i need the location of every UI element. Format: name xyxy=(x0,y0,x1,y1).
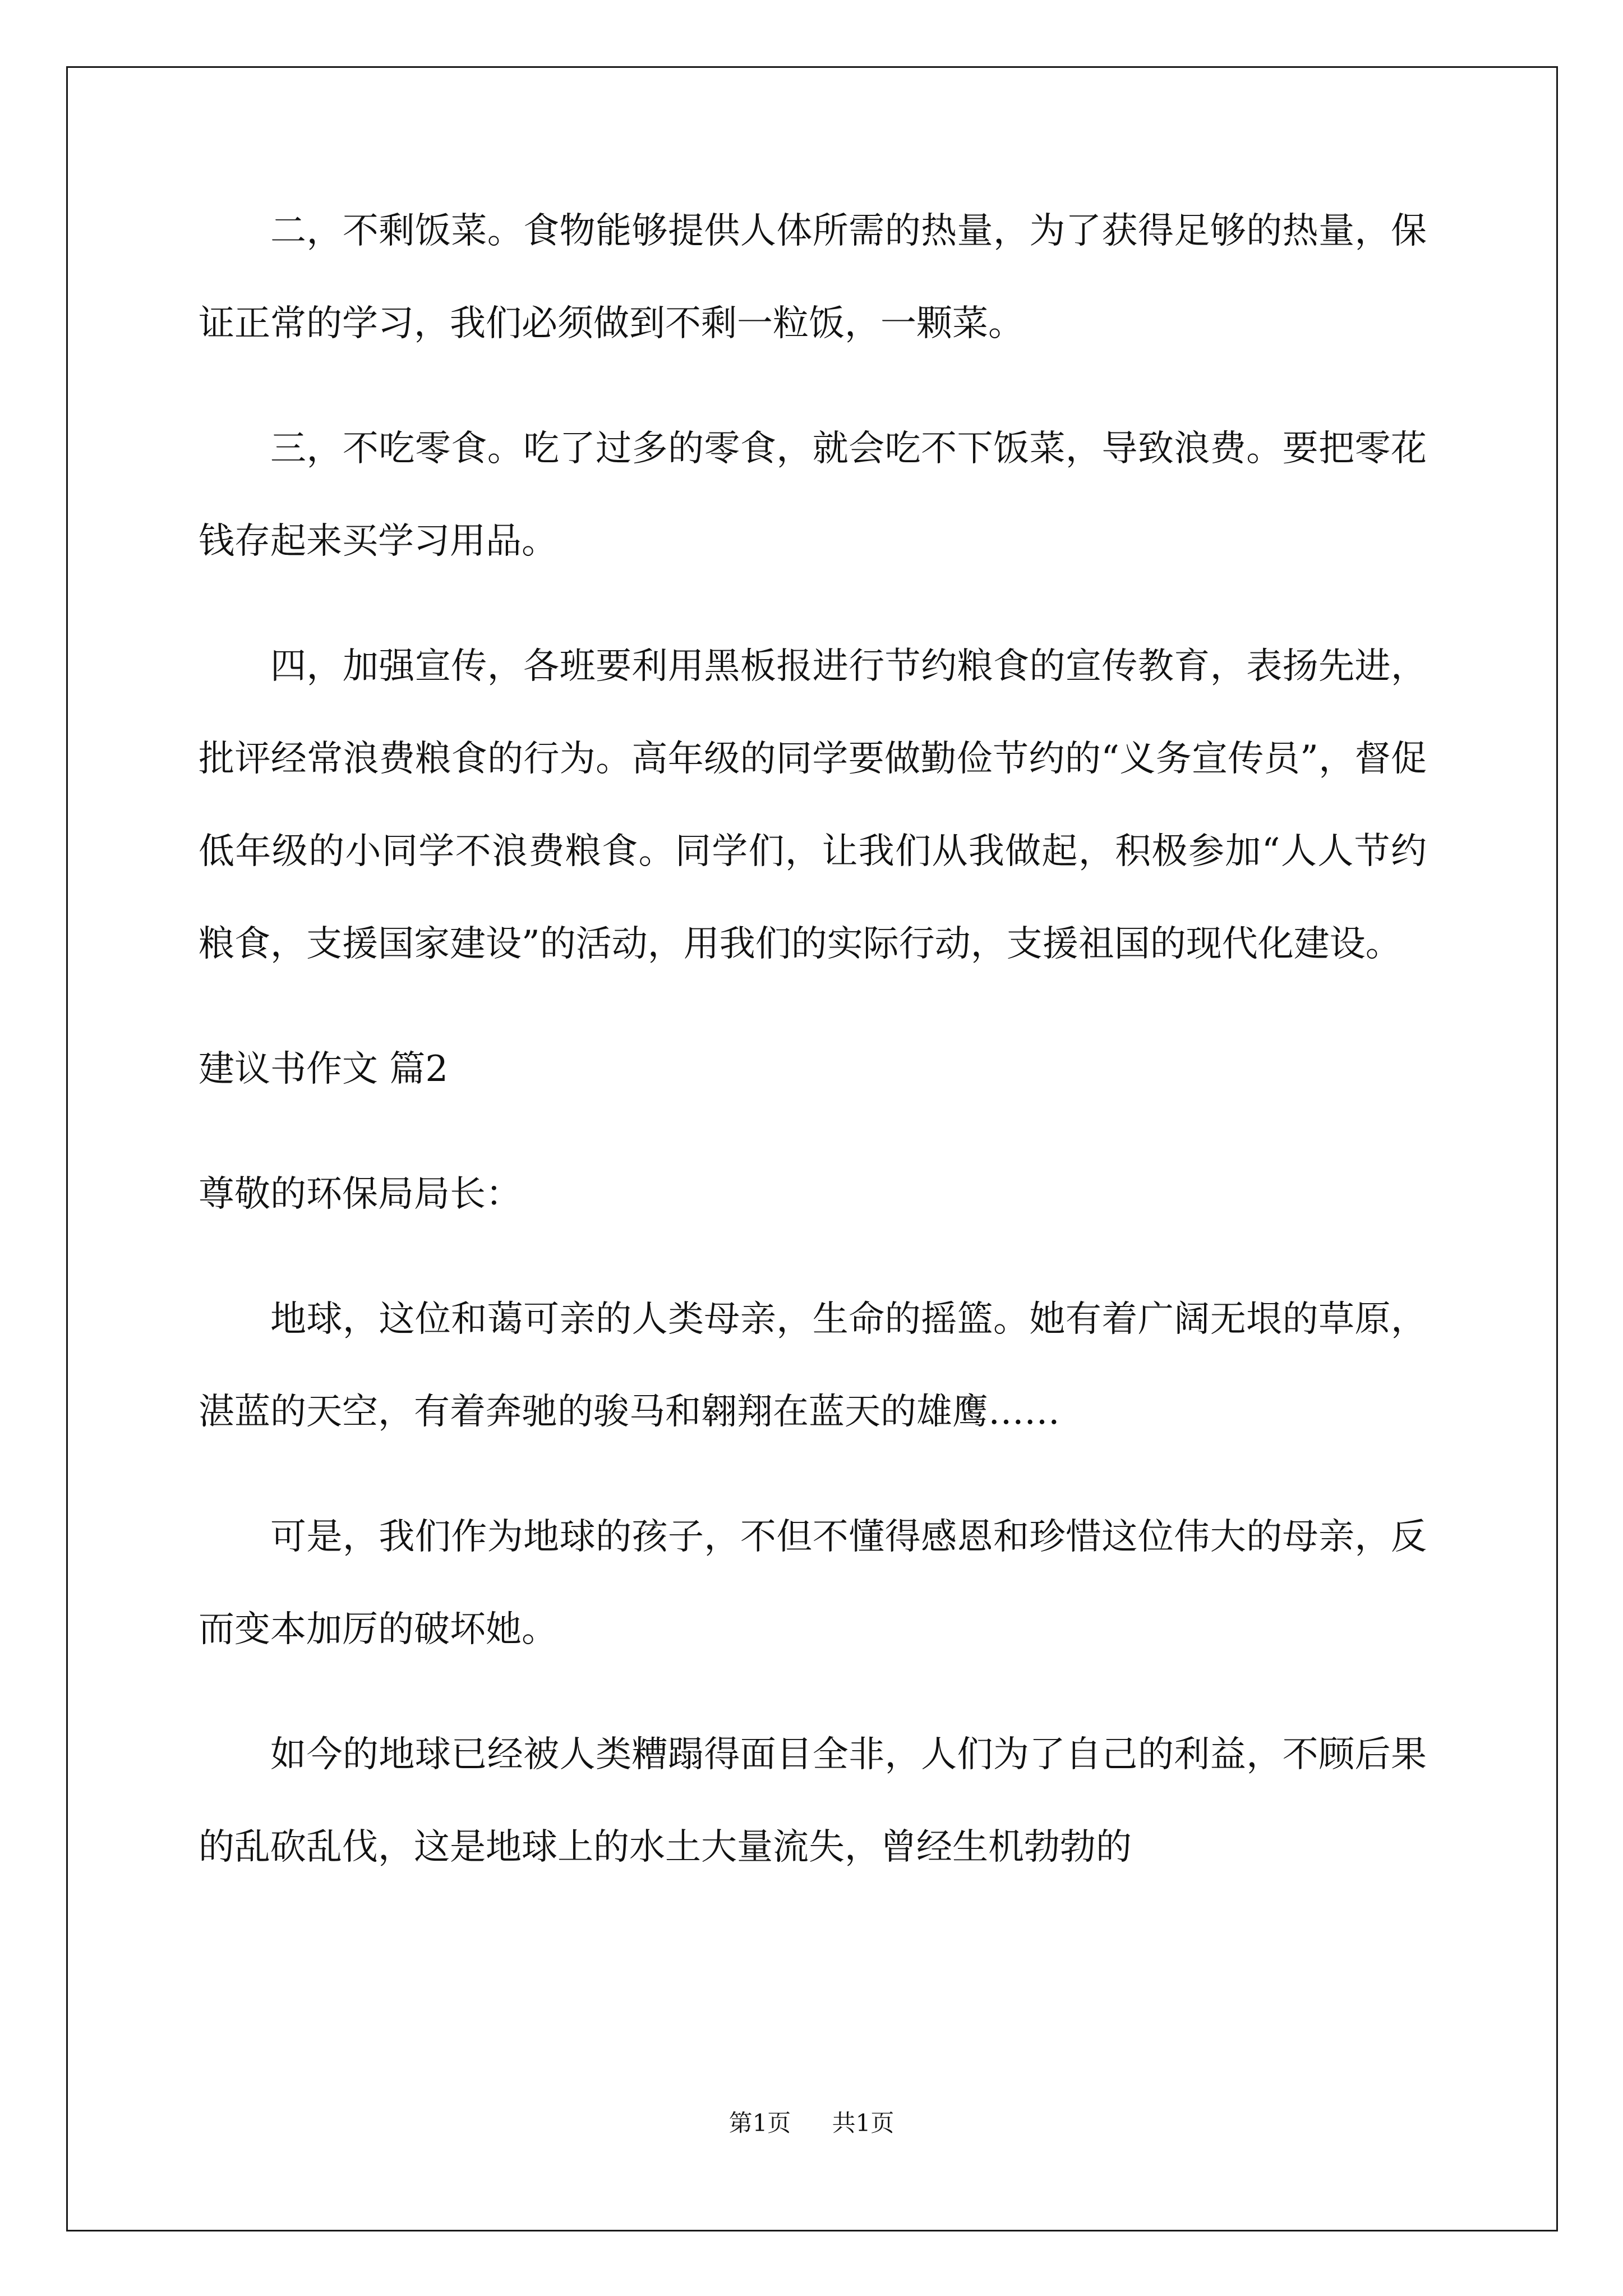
paragraph-earth-damage: 可是，我们作为地球的孩子，不但不懂得感恩和珍惜这位伟大的母亲，反而变本加厉的破坏她。 xyxy=(199,1516,1427,1650)
paragraph-earth-current: 如今的地球已经被人类糟蹋得面目全非，人们为了自己的利益，不顾后果的乱砍乱伐，这是地球上的水土大量流失，曾经生机勃勃的 xyxy=(199,1734,1427,1868)
paragraph-earth-intro: 地球，这位和蔼可亲的人类母亲，生命的摇篮。她有着广阔无垠的草原，湛蓝的天空，有着奔驰的骏马和翱翔在蓝天的雄鹰…… xyxy=(199,1299,1427,1433)
page-footer xyxy=(0,2105,1623,2138)
section-heading: 建议书作文 篇2 xyxy=(199,1048,449,1090)
page-total: 共1页 xyxy=(832,2109,895,2137)
page-number: 第1页 xyxy=(728,2109,791,2137)
salutation: 尊敬的环保局局长： xyxy=(199,1174,522,1215)
paragraph-rule-three: 三，不吃零食。吃了过多的零食，就会吃不下饭菜，导致浪费。要把零花钱存起来买学习用品。 xyxy=(199,428,1427,562)
document-body xyxy=(199,185,1427,1926)
paragraph-rule-four: 四，加强宣传，各班要利用黑板报进行节约粮食的宣传教育，表扬先进，批评经常浪费粮食的行为。高年级的同学要做勤俭节约的“义务宣传员”，督促低年级的小同学不浪费粮食。同学们，让我们从我做起，积极参加“人人节约粮食，支援国家建设”的活动，用我们的实际行动，支援祖国的现代化建设。 xyxy=(199,646,1427,965)
paragraph-rule-two: 二，不剩饭菜。食物能够提供人体所需的热量，为了获得足够的热量，保证正常的学习，我们必须做到不剩一粒饭，一颗菜。 xyxy=(199,210,1427,344)
